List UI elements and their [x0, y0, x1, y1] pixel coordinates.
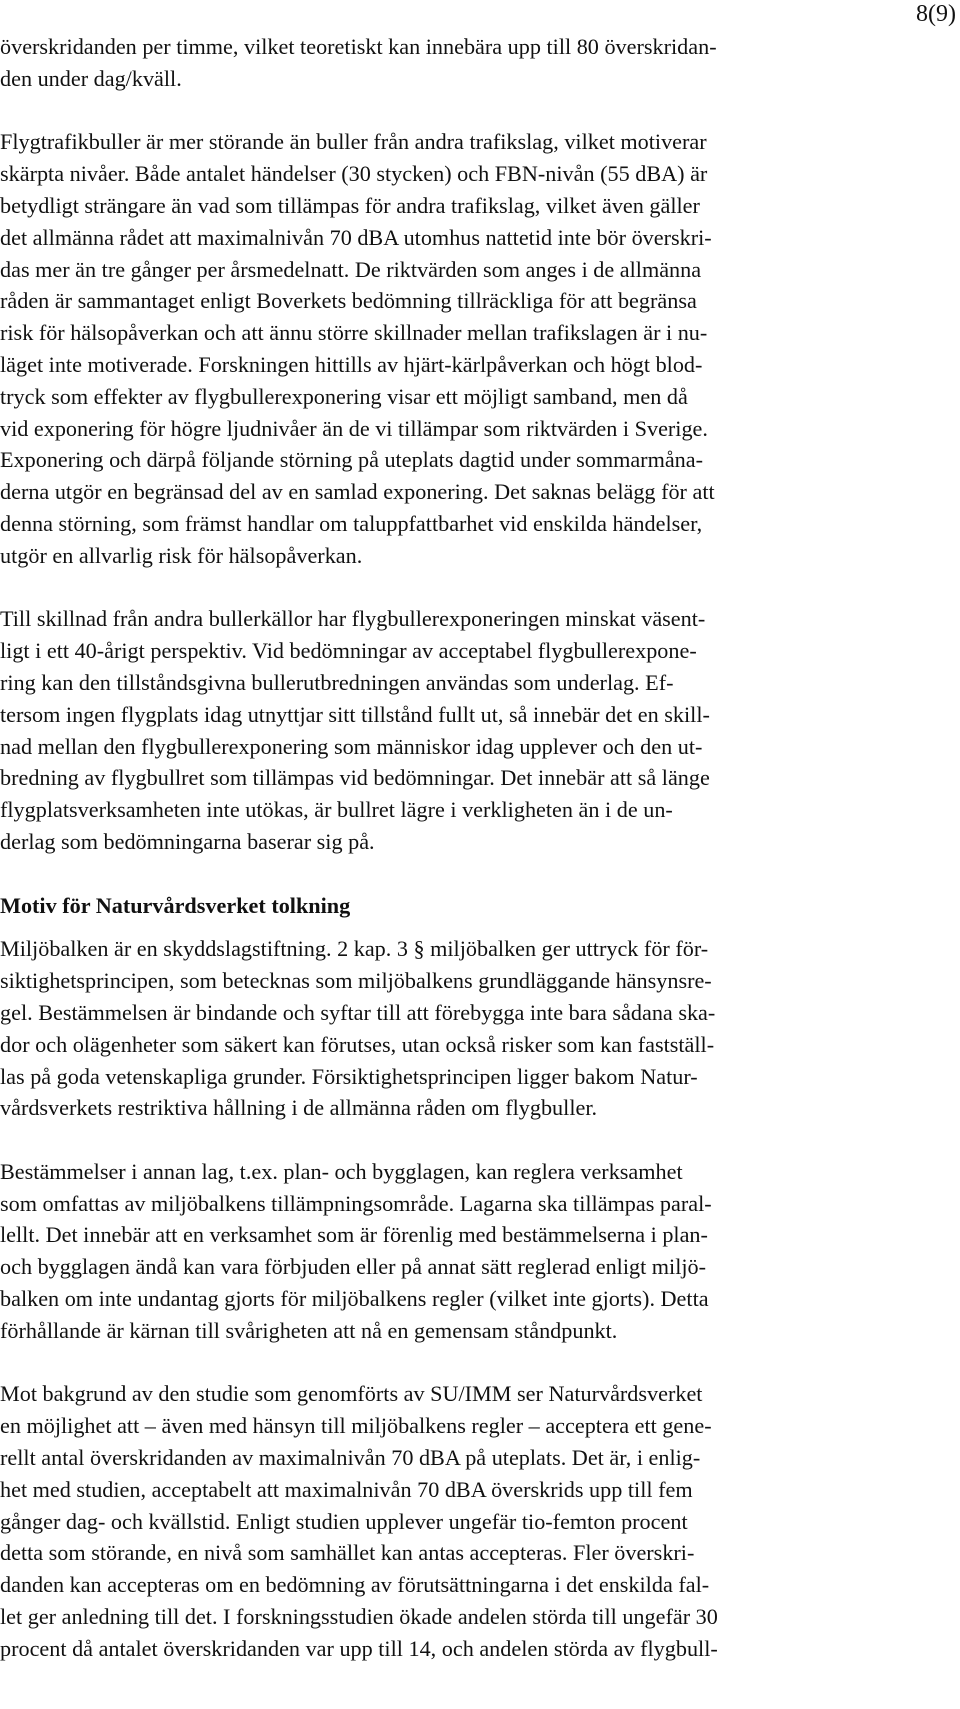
paragraph-spacer — [0, 95, 948, 127]
text-line: ring kan den tillståndsgivna bullerutbredningen användas som underlag. Ef- — [0, 669, 674, 695]
text-line: das mer än tre gånger per årsmedelnatt. De riktvärden som anges i de allmänna — [0, 256, 702, 282]
paragraph-spacer — [0, 572, 948, 604]
text-line: läget inte motiverade. Forskningen hittills av hjärt-kärlpåverkan och högt blod- — [0, 351, 703, 377]
text-line: bredning av flygbullret som tillämpas vid bedömningar. Det innebär att så länge — [0, 765, 710, 791]
text-line: risk för hälsopåverkan och att ännu större skillnader mellan trafikslagen är i nu- — [0, 320, 708, 346]
text-line: den under dag/kväll. — [0, 65, 182, 91]
heading-spacer — [0, 921, 948, 933]
text-line: las på goda vetenskapliga grunder. Försiktighetsprincipen ligger bakom Natur- — [0, 1063, 698, 1089]
text-line: siktighetsprincipen, som betecknas som miljöbalkens grundläggande hänsynsre- — [0, 968, 712, 994]
section-heading: Motiv för Naturvårdsverket tolkning — [0, 892, 351, 918]
text-line: vid exponering för högre ljudnivåer än de vi tillämpar som riktvärden i Sverige. — [0, 415, 708, 441]
text-line: som omfattas av miljöbalkens tillämpningsområde. Lagarna ska tillämpas paral- — [0, 1190, 712, 1216]
text-line: flygplatsverksamheten inte utökas, är bullret lägre i verkligheten än i de un- — [0, 797, 673, 823]
text-line: vårdsverkets restriktiva hållning i de allmänna råden om flygbuller. — [0, 1095, 598, 1121]
text-line: detta som störande, en nivå som samhället kan antas accepteras. Fler överskri- — [0, 1540, 695, 1566]
paragraph-spacer — [0, 1347, 948, 1379]
paragraph — [0, 603, 948, 857]
text-line: het med studien, acceptabelt att maximalnivån 70 dBA överskrids upp till fem — [0, 1476, 693, 1502]
text-line: rellt antal överskridanden av maximalnivån 70 dBA på uteplats. Det är, i enlig- — [0, 1445, 701, 1471]
text-line: derna utgör en begränsad del av en samlad exponering. Det saknas belägg för att — [0, 479, 715, 505]
text-line: överskridanden per timme, vilket teoretiskt kan innebära upp till 80 överskridan- — [0, 34, 717, 59]
paragraph-spacer — [0, 1124, 948, 1156]
text-line: Mot bakgrund av den studie som genomförts av SU/IMM ser Naturvårdsverket — [0, 1381, 703, 1407]
text-line: derlag som bedömningarna baserar sig på. — [0, 828, 375, 854]
text-line: och bygglagen ändå kan vara förbjuden eller på annat sätt reglerad enligt miljö- — [0, 1254, 707, 1280]
page-number: 8(9) — [916, 1, 956, 27]
text-line: denna störning, som främst handlar om taluppfattbarhet vid enskilda händelser, — [0, 510, 703, 536]
text-line: utgör en allvarlig risk för hälsopåverkan. — [0, 542, 363, 568]
text-line: lellt. Det innebär att en verksamhet som är förenlig med bestämmelserna i plan- — [0, 1222, 708, 1248]
paragraph — [0, 31, 948, 95]
text-line: Till skillnad från andra bullerkällor har flygbullerexponeringen minskat väsent- — [0, 606, 706, 632]
text-line: Bestämmelser i annan lag, t.ex. plan- och bygglagen, kan reglera verksamhet — [0, 1158, 683, 1184]
text-line: tersom ingen flygplats idag utnyttjar sitt tillstånd fullt ut, så innebär det en skill- — [0, 701, 710, 727]
paragraph — [0, 933, 948, 1124]
paragraph — [0, 1378, 948, 1664]
text-line: betydligt strängare än vad som tillämpas för andra trafikslag, vilket även gäller — [0, 192, 700, 218]
text-line: Miljöbalken är en skyddslagstiftning. 2 kap. 3 § miljöbalken ger uttryck för för- — [0, 936, 709, 962]
text-line: nad mellan den flygbullerexponering som människor idag upplever och den ut- — [0, 733, 703, 759]
paragraph — [0, 126, 948, 571]
text-line: förhållande är kärnan till svårigheten att nå en gemensam ståndpunkt. — [0, 1317, 618, 1343]
text-line: Exponering och därpå följande störning på uteplats dagtid under sommarmåna- — [0, 447, 704, 473]
document-body — [0, 31, 948, 1665]
text-line: tryck som effekter av flygbullerexponering visar ett möjligt samband, men då — [0, 383, 688, 409]
text-line: gånger dag- och kvällstid. Enligt studien upplever ungefär tio-femton procent — [0, 1508, 688, 1534]
text-line: Flygtrafikbuller är mer störande än buller från andra trafikslag, vilket motiverar — [0, 129, 707, 155]
text-line: ligt i ett 40-årigt perspektiv. Vid bedömningar av acceptabel flygbullerexpone- — [0, 638, 697, 664]
paragraph-spacer — [0, 858, 948, 890]
text-line: gel. Bestämmelsen är bindande och syftar till att förebygga inte bara sådana ska- — [0, 999, 716, 1025]
text-line: dor och olägenheter som säkert kan förutses, utan också risker som kan fastställ- — [0, 1031, 715, 1057]
text-line: balken om inte undantag gjorts för miljöbalkens regler (vilket inte gjorts). Detta — [0, 1286, 709, 1312]
text-line: det allmänna rådet att maximalnivån 70 dBA utomhus nattetid inte bör överskri- — [0, 224, 712, 250]
text-line: råden är sammantaget enligt Boverkets bedömning tillräckliga för att begränsa — [0, 288, 697, 314]
paragraph — [0, 1156, 948, 1347]
text-line: procent då antalet överskridanden var upp till 14, och andelen störda av flygbull- — [0, 1635, 718, 1661]
text-line: en möjlighet att – även med hänsyn till miljöbalkens regler – acceptera ett gene- — [0, 1413, 712, 1439]
text-line: skärpta nivåer. Både antalet händelser (30 stycken) och FBN-nivån (55 dBA) är — [0, 161, 708, 187]
text-line: let ger anledning till det. I forskningsstudien ökade andelen störda till ungefär 30 — [0, 1604, 718, 1630]
text-line: danden kan accepteras om en bedömning av förutsättningarna i det enskilda fal- — [0, 1572, 710, 1598]
